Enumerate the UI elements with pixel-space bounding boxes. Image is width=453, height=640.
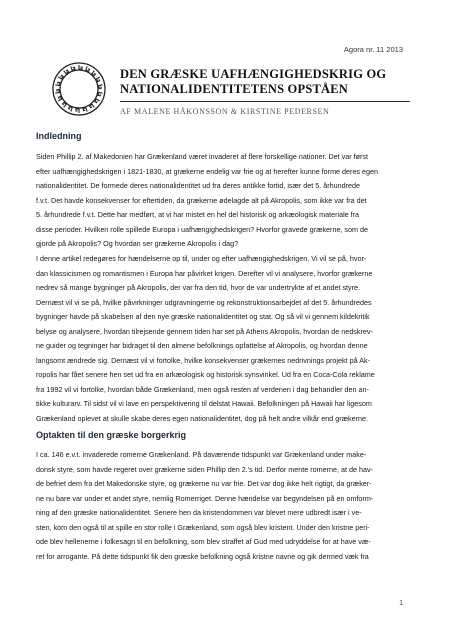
article-title-line: NATIONALIDENTITETENS OPSTÅEN — [120, 82, 348, 96]
text-line: tikke kulturarv. Til sidst vil vi lave en perspektivering til delstat Hawaii. Befolkningen på Hawaii har ligesom — [36, 399, 372, 408]
text-line: gjorde på Akropolis? Og hvordan ser grækerne Akropolis i dag? — [36, 239, 239, 248]
text-line: Dernæst vil vi se på, hvilke påvirkninger udgravningerne og rekonstruktionsarbejdet af det 5. århundredes — [36, 297, 372, 307]
text-line: langsomt ændrede sig. Dernæst vil vi fortolke, hvilke konsekvenser grækernes nedrivnings projekt på Ak- — [36, 355, 370, 365]
text-line: ne guider og tegninger har bidraget til den almene befolknings opfattelse af Akropolis, og hvordan denne — [36, 341, 368, 350]
text-line: nationalidentitet. De formede deres nationalidentitet ud fra deres antikke fortid, især det 5. århundrede — [36, 181, 361, 190]
article-authors: AF MALENE HÅKONSSON & KIRSTINE PEDERSEN — [120, 107, 330, 116]
page-number: 1 — [399, 600, 403, 607]
paragraph — [36, 252, 416, 426]
text-line: disse perioder. Hvilken rolle spillede Europa i uafhængighedskrigen? Hvorfor gravede grækerne, som de — [36, 224, 369, 234]
text-line: I ca. 146 e.v.t. invaderede romerne Grækenland. På daværende tidspunkt var Grækenland under make- — [36, 450, 367, 459]
text-line: belyse og analysere, hvordan tilrejsende gennem tiden har set på Athens Akropolis, hvordan de nedskrev- — [36, 326, 373, 336]
paragraph — [36, 150, 416, 252]
text-line: de befriet dem fra det Makedonske styre, og grækerne nu var frie. Det var dog ikke helt rigtigt, da græker- — [36, 479, 372, 488]
text-line: efter uafhængighedskrigen i 1821-1830, at grækerne endelig var frie og at herefter kunne forme deres egen — [36, 166, 379, 176]
text-line: ropolis har fået senere hen set ud fra en arkæologisk og historisk synsvinkel. Ud fra en Coca-Cola reklame — [36, 370, 375, 379]
text-line: nedrev så mange bygninger på Akropolis, der var fra den tid, hvor de var undertrykte af et andet styre. — [36, 283, 361, 292]
text-line: 5. århundrede f.v.t. Dette har medført, at vi har mistet en hel del historisk og arkæologisk materiale fra — [36, 210, 360, 219]
text-line: ode blev hellenerne i folkesagn til en befolkning, som blev straffet af Gud med udryddelse for at have væ- — [36, 537, 371, 546]
text-line: Grækenland oplevet at skulle skabe deres egen nationalidentitet, dog på helt andre vilkår end grækerne. — [36, 413, 369, 423]
article-title-line: DEN GRÆSKE UAFHÆNGIGHEDSKRIG OG — [120, 67, 387, 81]
article-title — [120, 67, 420, 97]
title-divider — [120, 101, 410, 102]
issue-label: Agora nr. 11 2013 — [343, 45, 403, 54]
text-line: bygninger havde på skabelsen af den nye græske nationalidentitet og stat. Og så vil vi gennem kildekritik — [36, 312, 370, 321]
text-line: donsk styre, som havde regeret over grækerne siden Phillip den 2.'s tid. Derfor mente romerne, at de hav- — [36, 464, 373, 474]
text-line: ret for arrogante. På dette tidspunkt fik den græske befolkning også kristne navne og gik dermed væk fra — [36, 551, 369, 561]
text-line: dan klassicismen og romantismen i Europa har påvirket krigen. Derefter vil vi analysere, hvorfor grækerne — [36, 268, 373, 278]
text-line: sten, kom den også til at spille en stor rolle i Grækenland, som også blev kristent. Under den kristne peri- — [36, 522, 370, 532]
greek-key-emblem-icon — [52, 62, 106, 116]
section-heading-introduction: Indledning — [36, 131, 82, 141]
paragraph — [36, 448, 416, 564]
text-line: I denne artikel redegøres for hændelserne op til, under og efter uafhængighedskrigen. Vi vil se på, hvor- — [36, 254, 367, 263]
text-line: fra 1992 vil vi fortolke, hvordan både Grækenland, men også resten af verdenen i dag behandler den an- — [36, 384, 369, 394]
text-line: f.v.t. Det havde konsekvenser for eftertiden, da grækerne ødelagde alt på Akropolis, som ikke var fra det — [36, 195, 367, 205]
text-line: Siden Phillip 2. af Makedonien har Grækenland været invaderet af flere forskellige nationer. Det var først — [36, 152, 368, 161]
text-line: ning af den græske nationalidentitet. Senere hen da kristendommen var blevet mere udbredt især i ve- — [36, 508, 362, 517]
section-heading-prelude: Optakten til den græske borgerkrig — [36, 430, 187, 440]
text-line: ne nu bare var under et andet styre, nemlig Romerriget. Denne hændelse var begyndelsen på en omform- — [36, 493, 374, 503]
